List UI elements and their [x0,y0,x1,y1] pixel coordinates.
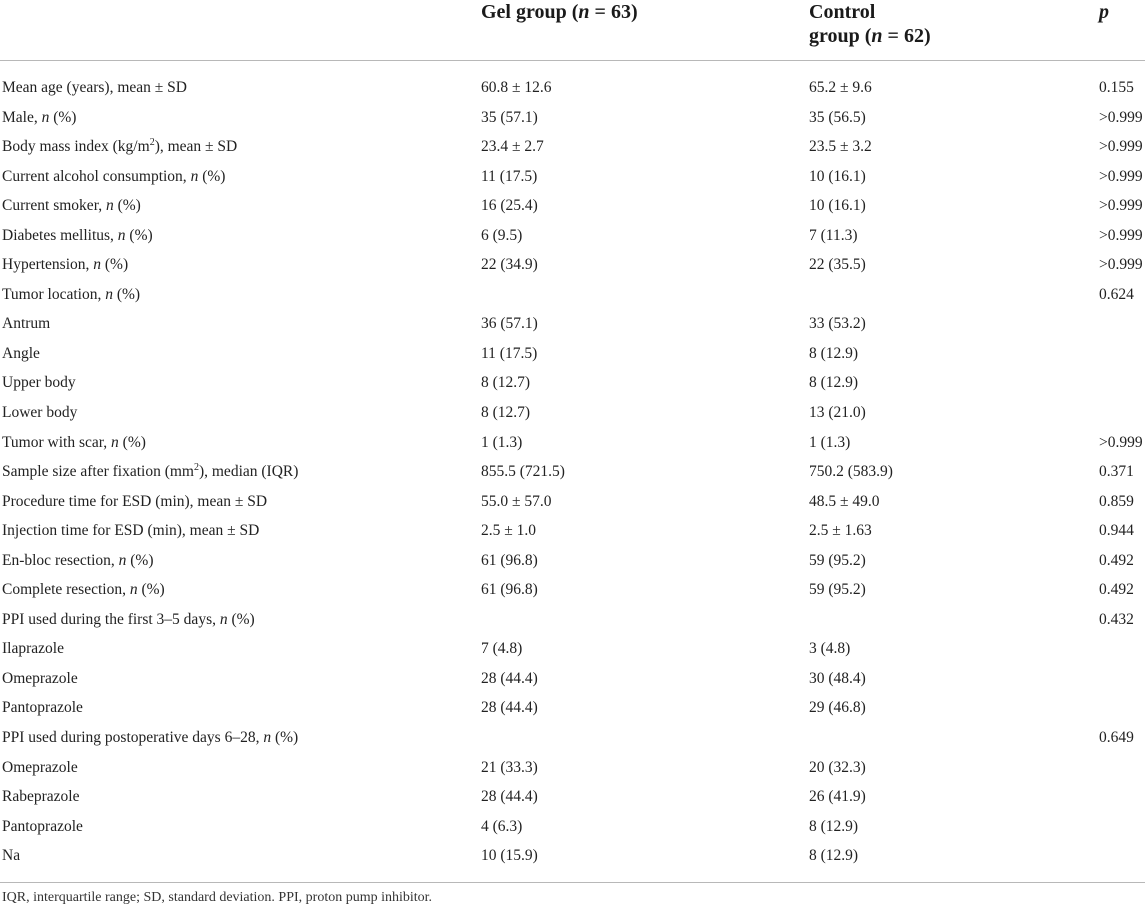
row-label: Complete resection, n (%) [2,581,165,599]
row-label: Procedure time for ESD (min), mean ± SD [2,492,268,510]
row-label: Pantoprazole [2,699,83,717]
cell-control: 65.2 ± 9.6 [809,79,872,96]
row-label: Rabeprazole [2,788,80,806]
table-row [0,73,1145,103]
row-label: Angle [2,344,40,362]
cell-gel: 11 (17.5) [481,344,538,362]
table-row [0,753,1145,783]
cell-p-value: 0.624 [1099,285,1134,303]
row-label: Current alcohol consumption, n (%) [2,167,226,185]
table-row [0,812,1145,842]
row-label: Injection time for ESD (min), mean ± SD [2,522,260,540]
row-label: Tumor with scar, n (%) [2,433,146,451]
table-header [0,0,1145,61]
row-label: Ilaprazole [2,640,64,658]
row-label: Tumor location, n (%) [2,285,141,303]
cell-control: 59 (95.2) [809,551,866,569]
table-row [0,457,1145,487]
table-row [0,634,1145,664]
cell-control: 2.5 ± 1.63 [809,522,872,540]
row-label: Sample size after fixation $(mm^2)$, median (IQR) [2,461,299,481]
table-row [0,546,1145,576]
cell-p-value: 0.432 [1099,610,1134,628]
cell-gel: 55.0 ± 57.0 [481,492,552,510]
table-row [0,841,1145,871]
table-body [0,73,1145,871]
table-row [0,339,1145,369]
table-row [0,162,1145,192]
table-row [0,368,1145,398]
cell-p-value: >0.999 [1099,167,1143,185]
row-label: Upper body [2,374,76,392]
cell-gel: 8 (12.7) [481,404,531,422]
table-row [0,398,1145,428]
cell-gel: 8 (12.7) [481,374,531,392]
table-row [0,487,1145,517]
cell-control: 20 (32.3) [809,758,866,776]
cell-gel: 11 (17.5) [481,167,538,185]
cell-p-value: >0.999 [1099,197,1143,215]
row-label: En-bloc resection, n (%) [2,551,154,569]
cell-gel: 10 (15.9) [481,847,538,865]
cell-control: 13 (21.0) [809,404,866,422]
row-label: Hypertension, n (%) [2,256,129,274]
cell-gel: 60.8 ± 12.6 [481,79,552,96]
cell-p-value: 0.859 [1099,492,1134,510]
cell-p-value: 0.155 [1099,79,1134,96]
row-label: Pantoprazole [2,817,83,835]
cell-control: 10 (16.1) [809,197,866,215]
cell-gel: 61 (96.8) [481,581,538,599]
cell-p-value: >0.999 [1099,138,1143,156]
cell-p-value: 0.649 [1099,729,1134,747]
table-row [0,605,1145,635]
cell-control: 8 (12.9) [809,847,859,865]
cell-control: 29 (46.8) [809,699,866,717]
cell-p-value: >0.999 [1099,433,1143,451]
cell-gel: 23.4 ± 2.7 [481,138,544,156]
cell-p-value: 0.492 [1099,551,1134,569]
row-label: Na [2,847,21,865]
cell-gel: 6 (9.5) [481,226,523,244]
cell-control: 48.5 ± 49.0 [809,492,880,510]
row-label: Current smoker, n (%) [2,197,141,215]
table-row [0,250,1145,280]
row-label: Omeprazole [2,758,78,776]
cell-control: 26 (41.9) [809,788,866,806]
row-label: Male, n (%) [2,108,77,126]
row-label: Antrum [2,315,51,333]
header-gel-group: Gel group (n = 63) [481,1,638,23]
cell-control: 59 (95.2) [809,581,866,599]
cell-p-value: 0.492 [1099,581,1134,599]
cell-control: 10 (16.1) [809,167,866,185]
table-row [0,132,1145,162]
table-footnote: IQR, interquartile range; SD, standard deviation. PPI, proton pump inhibitor. [2,890,433,905]
row-label: Lower body [2,404,78,422]
cell-gel: 28 (44.4) [481,788,538,806]
cell-p-value: >0.999 [1099,226,1143,244]
row-label: PPI used during the first 3–5 days, n (%) [2,610,255,628]
cell-control: 3 (4.8) [809,640,851,658]
cell-gel: 21 (33.3) [481,758,538,776]
table-row [0,575,1145,605]
cell-p-value: 0.371 [1099,463,1134,481]
cell-control: 35 (56.5) [809,108,866,126]
cell-gel: 22 (34.9) [481,256,538,274]
row-label: Omeprazole [2,669,78,687]
cell-p-value: >0.999 [1099,108,1143,126]
header-p-value: p [1099,1,1109,23]
cell-control: 750.2 (583.9) [809,463,893,481]
row-label: PPI used during postoperative days 6–28, n (%) [2,729,299,747]
cell-gel: 61 (96.8) [481,551,538,569]
cell-gel: 35 (57.1) [481,108,538,126]
table-row [0,693,1145,723]
cell-control: 30 (48.4) [809,669,866,687]
cell-control: 23.5 ± 3.2 [809,138,872,156]
cell-control: 7 (11.3) [809,226,858,244]
table-row [0,428,1145,458]
cell-gel: 4 (6.3) [481,817,523,835]
cell-control: 8 (12.9) [809,817,859,835]
cell-control: 1 (1.3) [809,433,851,451]
cell-control: 22 (35.5) [809,256,866,274]
cell-gel: 1 (1.3) [481,433,523,451]
cell-control: 33 (53.2) [809,315,866,333]
cell-gel: 36 (57.1) [481,315,538,333]
row-label: Diabetes mellitus, n (%) [2,226,153,244]
cell-control: 8 (12.9) [809,374,859,392]
row-label: Mean age (years), mean ± SD [2,79,187,96]
footer-divider [0,882,1145,883]
table-row [0,723,1145,753]
table-row [0,664,1145,694]
cell-gel: 2.5 ± 1.0 [481,522,537,540]
table-row [0,516,1145,546]
cell-p-value: 0.944 [1099,522,1134,540]
table-row [0,309,1145,339]
cell-gel: 28 (44.4) [481,699,538,717]
table-row [0,280,1145,310]
cell-gel: 16 (25.4) [481,197,538,215]
cell-gel: 28 (44.4) [481,669,538,687]
header-control-group: Control group (n = 62) [809,1,931,47]
table-row [0,782,1145,812]
cell-gel: 855.5 (721.5) [481,463,565,481]
cell-p-value: >0.999 [1099,256,1143,274]
table-row [0,103,1145,133]
table-row [0,221,1145,251]
row-label: Body mass index $(kg/m^2)$, mean ± SD [2,136,238,156]
cell-control: 8 (12.9) [809,344,859,362]
table-row [0,191,1145,221]
cell-gel: 7 (4.8) [481,640,523,658]
